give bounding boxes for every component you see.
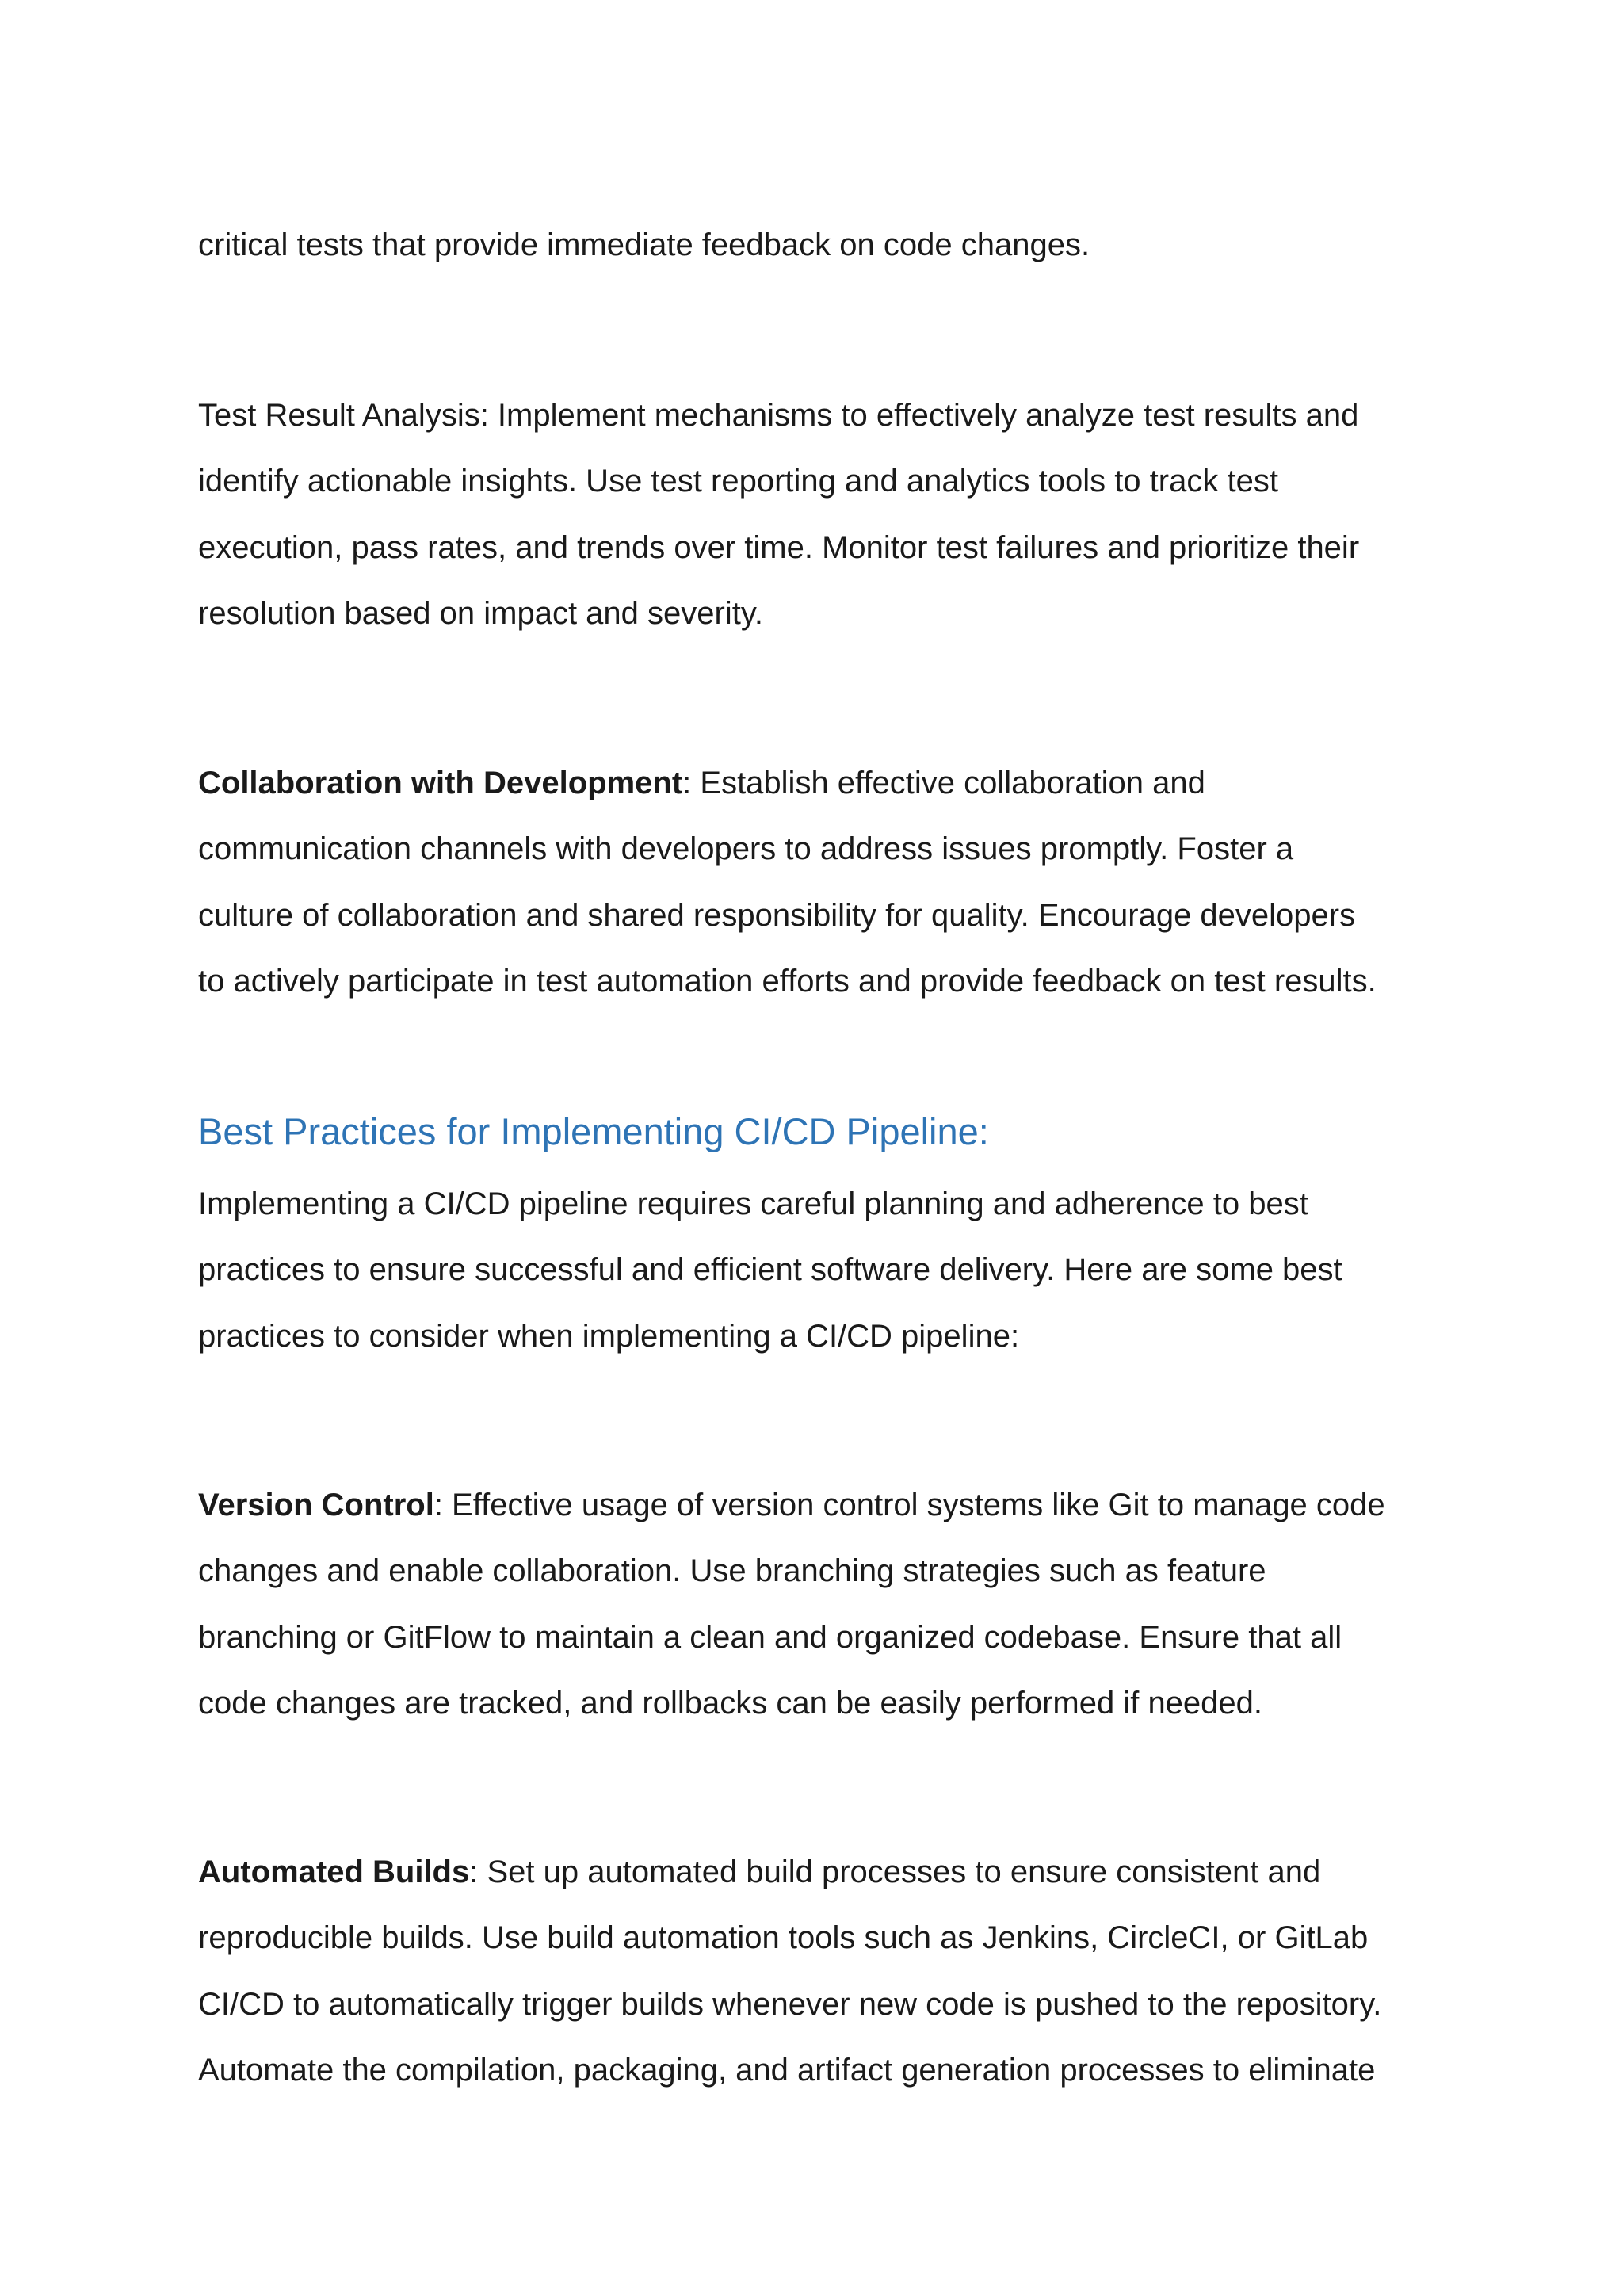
text-line: code changes are tracked, and rollbacks can be easily performed if needed. (198, 1685, 1263, 1721)
term-description: : Effective usage of version control systems like Git to manage code (433, 1488, 1385, 1522)
text-line (198, 1473, 1450, 1538)
text-line: practices to ensure successful and efficient software delivery. Here are some best (198, 1252, 1342, 1288)
text-line: reproducible builds. Use build automation tools such as Jenkins, CircleCI, or GitLab (198, 1920, 1369, 1956)
paragraph-automated-builds (198, 1839, 1450, 2103)
term-heading: Collaboration with Development (198, 766, 683, 800)
text-line: to actively participate in test automation efforts and provide feedback on test results. (198, 963, 1377, 999)
term-heading: Automated Builds (198, 1855, 470, 1889)
text-line: resolution based on impact and severity. (198, 595, 763, 631)
text-line: practices to consider when implementing a CI/CD pipeline: (198, 1318, 1020, 1354)
section-heading: Best Practices for Implementing CI/CD Pipeline: (198, 1110, 989, 1152)
text-line: Test Result Analysis: Implement mechanisms to effectively analyze test results and (198, 398, 1359, 433)
paragraph-cicd-intro (198, 1171, 1450, 1370)
text-line: culture of collaboration and shared responsibility for quality. Encourage developers (198, 897, 1356, 933)
text-line: Automate the compilation, packaging, and artifact generation processes to eliminate (198, 2052, 1376, 2088)
text-line: branching or GitFlow to maintain a clean and organized codebase. Ensure that all (198, 1619, 1342, 1655)
text-line: critical tests that provide immediate feedback on code changes. (198, 227, 1090, 262)
text-line: changes and enable collaboration. Use branching strategies such as feature (198, 1553, 1266, 1589)
text-line: execution, pass rates, and trends over time. Monitor test failures and prioritize their (198, 529, 1360, 565)
text-line (198, 751, 1450, 816)
text-line: CI/CD to automatically trigger builds whenever new code is pushed to the repository. (198, 1986, 1382, 2022)
paragraph-collaboration-with-development (198, 751, 1450, 1014)
text-line: Implementing a CI/CD pipeline requires careful planning and adherence to best (198, 1186, 1308, 1221)
term-heading: Version Control (198, 1488, 434, 1522)
term-description: : Set up automated build processes to ensure consistent and (469, 1855, 1321, 1889)
paragraph-version-control (198, 1473, 1450, 1736)
text-line: communication channels with developers to address issues promptly. Foster a (198, 831, 1294, 867)
term-description: : Establish effective collaboration and (682, 766, 1205, 800)
paragraph-critical-tests (198, 212, 1450, 278)
text-line: identify actionable insights. Use test reporting and analytics tools to track test (198, 464, 1278, 499)
text-line (198, 1839, 1450, 1905)
paragraph-test-result-analysis (198, 383, 1450, 647)
